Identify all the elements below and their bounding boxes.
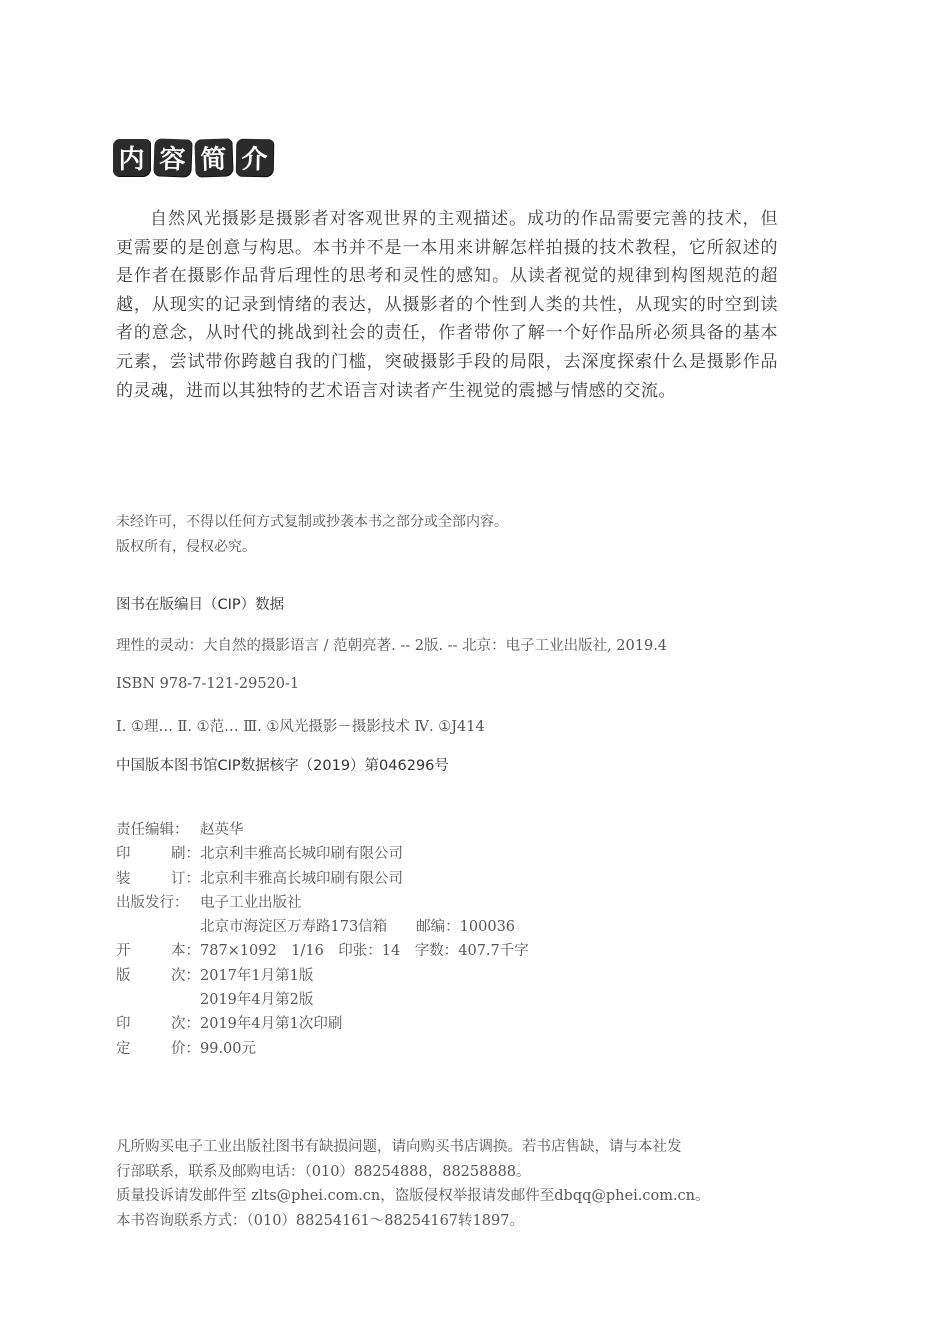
- credit-value: 赵英华: [200, 822, 244, 838]
- credit-value: 787×1092 1/16 印张：14 字数：407.7千字: [200, 943, 529, 960]
- section-title: [113, 139, 273, 176]
- credit-binding: [116, 867, 529, 891]
- credit-address: 北京市海淀区万寿路173信箱 邮编：100036: [200, 919, 516, 936]
- footer-line-2: 行部联系，联系及邮购电话：（010）88254888，88258888。: [116, 1163, 531, 1180]
- title-char-2: 容: [153, 138, 191, 176]
- footer-line-1: 凡所购买电子工业出版社图书有缺损问题，请向购买书店调换。若书店售缺，请与本社发: [116, 1139, 682, 1155]
- credit-format: [116, 939, 529, 963]
- credit-value: 北京利丰雅高长城印刷有限公司: [200, 846, 403, 863]
- title-char-3: 简: [194, 138, 232, 176]
- intro-paragraph: 自然风光摄影是摄影者对客观世界的主观描述。成功的作品需要完善的技术，但更需要的是创意与构思。本书并不是一本用来讲解怎样拍摄的技术教程，它所叙述的是作者在摄影作品背后理性的思考和灵性的感知。从读者视觉的规律到构图规范的超越，从现实的记录到情绪的表达，从摄影者的个性到人类的共性，从现实的时空到读者的意念，从时代的挑战到社会的责任，作者带你了解一个好作品所必须具备的基本元素，尝试带你跨越自我的门槛，突破摄影手段的局限，去深度探索什么是摄影作品的灵魂，进而以其独特的艺术语言对读者产生视觉的震撼与情感的交流。: [116, 209, 778, 401]
- cip-classification: Ⅰ. ①理… Ⅱ. ①范… Ⅲ. ①风光摄影－摄影技术 Ⅳ. ①J414: [116, 719, 485, 735]
- credit-value: 电子工业出版社: [200, 894, 302, 911]
- footer-notice: [116, 1135, 786, 1233]
- title-char-1: 内: [113, 139, 150, 176]
- credit-print: [116, 842, 529, 866]
- cip-title-line: 理性的灵动：大自然的摄影语言 / 范朝亮著. -- 2版. -- 北京：电子工业出版社, 2019.4: [116, 638, 668, 654]
- credit-printing: [116, 1012, 529, 1036]
- credit-label: 印 次：: [116, 1016, 200, 1033]
- credit-label: 定 价：: [116, 1040, 200, 1057]
- credit-price: [116, 1037, 529, 1061]
- cip-isbn: ISBN 978-7-121-29520-1: [116, 676, 300, 692]
- credit-editor: [116, 818, 529, 842]
- credit-value: 2017年1月第1版: [200, 967, 314, 984]
- cip-record-number: 中国版本图书馆CIP数据核字（2019）第046296号: [116, 758, 449, 774]
- credit-label: 印 刷：: [116, 846, 200, 863]
- credit-publisher: [116, 891, 529, 915]
- footer-line-4: 本书咨询联系方式：（010）88254161～88254167转1897。: [116, 1212, 524, 1229]
- copyright-line-2: 版权所有，侵权必究。: [116, 539, 256, 555]
- credit-label: 开 本：: [116, 943, 200, 960]
- credit-label: 出版发行：: [116, 894, 189, 911]
- credit-edition: [116, 964, 529, 988]
- credit-label: 责任编辑：: [116, 822, 189, 838]
- credit-value: 北京利丰雅高长城印刷有限公司: [200, 870, 403, 887]
- credit-edition-2: 2019年4月第2版: [200, 992, 314, 1009]
- credit-value: 99.00元: [200, 1040, 257, 1057]
- publication-credits: [116, 818, 529, 1061]
- copyright-notice: [116, 510, 508, 560]
- title-char-4: 介: [236, 139, 274, 177]
- credit-label: 版 次：: [116, 967, 200, 984]
- credit-label: 装 订：: [116, 870, 200, 887]
- cip-heading: 图书在版编目（CIP）数据: [116, 597, 285, 613]
- copyright-line-1: 未经许可，不得以任何方式复制或抄袭本书之部分或全部内容。: [116, 514, 508, 530]
- footer-line-3: 质量投诉请发邮件至 zlts@phei.com.cn，盗版侵权举报请发邮件至dbqq@phei.com.cn。: [116, 1188, 710, 1205]
- credit-value: 2019年4月第1次印刷: [200, 1016, 343, 1033]
